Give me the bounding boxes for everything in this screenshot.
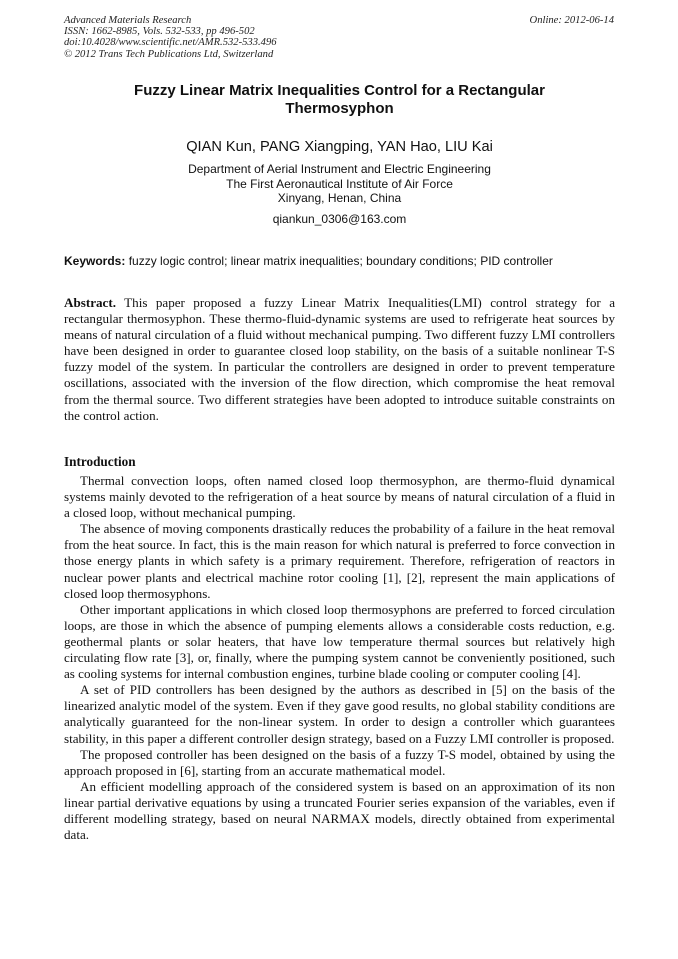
paragraph: A set of PID controllers has been designed by the authors as described in [5] on the basis of the linearized analytic model of the system. Even if they gave good results, no global stability conditions are analytically guaranteed for the non-linear system. In order to design a controller which guarantees stability, in this paper a different controller design strategy, based on a Fuzzy LMI controller is proposed. [64, 682, 615, 746]
paragraph: Thermal convection loops, often named closed loop thermosyphon, are thermo-fluid dynamical systems mainly devoted to the refrigeration of a heat source by means of natural circulation of a fluid in a closed loop, without mechanical pumping. [64, 473, 615, 521]
paragraph: An efficient modelling approach of the considered system is based on an approximation of its non linear partial derivative equations by using a truncated Fourier series expansion of the variables, even if different modelling strategy, based on neural NARMAX models, directly obtained from experimental data. [64, 778, 615, 843]
abstract-text: This paper proposed a fuzzy Linear Matrix Inequalities(LMI) control strategy for a rectangular thermosyphon. These thermo-fluid-dynamic systems are used to refrigerate heat sources by means of natural circulation of a fluid without mechanical pumping. Two different fuzzy LMI controllers have been designed in order to guarantee closed loop stability, on the basis of a suitable nonlinear T-S fuzzy model of the system. In particular the controllers are designed in order to prevent temperature oscillations, associated with the inversion of the flow direction, which compromise the heat removal from the thermal source. Two different strategies have been adopted to introduce suitable constraints on the control action. [64, 295, 615, 423]
paragraph: The proposed controller has been designed on the basis of a fuzzy T-S model, obtained by using the approach proposed in [6], starting from an accurate mathematical model. [64, 746, 615, 778]
affiliation [64, 162, 615, 206]
keywords-label: Keywords: [64, 254, 126, 268]
abstract [64, 295, 615, 424]
issn-line: ISSN: 1662-8985, Vols. 532-533, pp 496-502 [64, 26, 255, 38]
journal-name: Advanced Materials Research [64, 15, 192, 26]
affiliation-department: Department of Aerial Instrument and Electric Engineering [188, 162, 491, 176]
authors: QIAN Kun, PANG Xiangping, YAN Hao, LIU Kai [186, 139, 493, 155]
paragraph: Other important applications in which closed loop thermosyphons are preferred to forced circulation loops, are those in which the absence of pumping elements allows a considerable costs reduction, e.g. geothermal plants or solar heaters, that have low temperature thermal sources but relatively high circulating flow rate [3], or, finally, where the pumping system cannot be conveniently positioned, such as cooling systems for internal combustion engines, turbine blade cooling or computer cooling [4]. [64, 601, 615, 682]
affiliation-location: Xinyang, Henan, China [277, 191, 402, 205]
keywords-text: fuzzy logic control; linear matrix inequalities; boundary conditions; PID controller [125, 254, 553, 268]
author-email: qiankun_0306@163.com [272, 212, 407, 226]
paragraph: The absence of moving components drastically reduces the probability of a failure in the heat removal from the heat source. In fact, this is the main reason for which natural is preferred to force convection in those energy plants in which safety is a primary requirement. Therefore, refrigeration of reactors in nuclear power plants and electrical machine rotor cooling [1], [2], represent the main applications of closed loop thermosyphons. [64, 521, 615, 601]
paper-title [64, 82, 615, 117]
affiliation-institute: The First Aeronautical Institute of Air Force [226, 176, 453, 191]
paper-title-line-1: Fuzzy Linear Matrix Inequalities Control for a Rectangular [134, 82, 545, 99]
paper-title-line-2: Thermosyphon [285, 99, 394, 117]
abstract-label: Abstract. [64, 295, 116, 310]
introduction-body [64, 473, 615, 843]
online-date: Online: 2012-06-14 [529, 15, 614, 26]
journal-header [64, 15, 277, 60]
keywords [64, 254, 624, 268]
section-heading-introduction: Introduction [64, 454, 136, 469]
copyright-line: © 2012 Trans Tech Publications Ltd, Switzerland [64, 48, 274, 60]
doi-line: doi:10.4028/www.scientific.net/AMR.532-533.496 [64, 37, 277, 49]
